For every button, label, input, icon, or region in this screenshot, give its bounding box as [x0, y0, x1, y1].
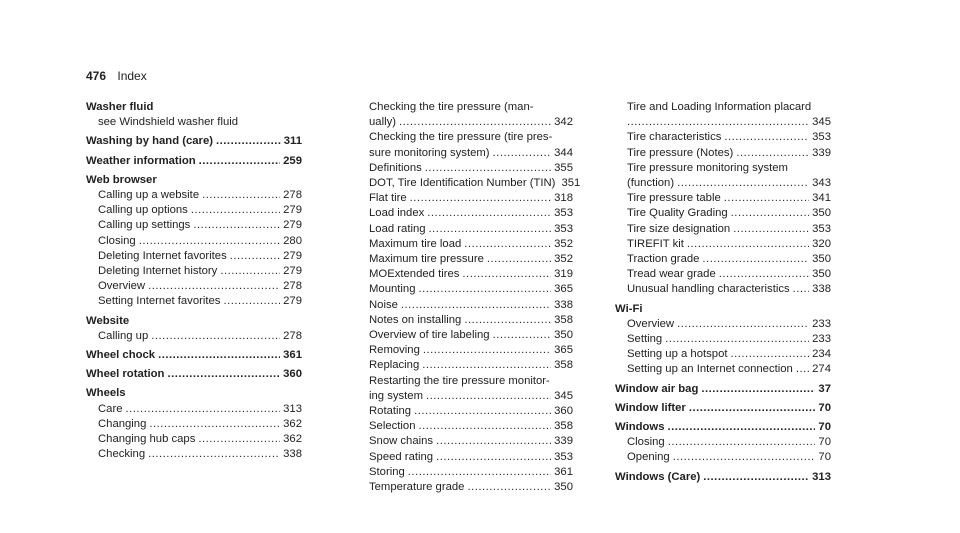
index-entry[interactable]: Flat tire ..... 318: [357, 191, 573, 206]
index-entry: see Windshield washer fluid: [98, 116, 239, 129]
index-entry[interactable]: ..... 345: [615, 115, 831, 130]
index-entry[interactable]: Care ..... 313: [86, 402, 302, 417]
index-heading: Wi-Fi: [615, 302, 643, 315]
index-entry[interactable]: DOT, Tire Identification Number (TIN) 351: [369, 177, 581, 190]
index-entry[interactable]: Snow chains ..... 339: [357, 434, 573, 449]
index-entry[interactable]: Notes on installing ..... 358: [357, 313, 573, 328]
index-heading: Web browser: [86, 173, 157, 186]
page-number: 476: [86, 69, 107, 83]
index-entry[interactable]: Washing by hand (care) ..... 311: [86, 134, 302, 149]
index-entry[interactable]: Deleting Internet history ..... 279: [86, 264, 302, 279]
index-entry[interactable]: Speed rating ..... 353: [357, 450, 573, 465]
index-entry[interactable]: Overview of tire labeling ..... 350: [357, 328, 573, 343]
index-entry-line: Tire pressure monitoring system: [627, 161, 788, 174]
index-entry[interactable]: Traction grade ..... 350: [615, 252, 831, 267]
index-heading: Wheels: [86, 387, 126, 400]
index-entry[interactable]: Changing ..... 362: [86, 417, 302, 432]
index-entry[interactable]: Changing hub caps ..... 362: [86, 432, 302, 447]
index-entry[interactable]: Deleting Internet favorites ..... 279: [86, 249, 302, 264]
index-entry[interactable]: Wheel chock ..... 361: [86, 348, 302, 363]
index-entry[interactable]: Storing ..... 361: [357, 465, 573, 480]
index-entry[interactable]: Selection ..... 358: [357, 419, 573, 434]
index-entry[interactable]: MOExtended tires ..... 319: [357, 267, 573, 282]
section-title: Index: [117, 69, 147, 83]
index-entry[interactable]: Calling up settings ..... 279: [86, 218, 302, 233]
index-entry[interactable]: Tread wear grade ..... 350: [615, 267, 831, 282]
index-column-1: [86, 100, 302, 462]
index-entry[interactable]: Maximum tire pressure ..... 352: [357, 252, 573, 267]
index-entry[interactable]: Closing ..... 280: [86, 234, 302, 249]
index-entry[interactable]: Weather information ..... 259: [86, 154, 302, 169]
index-entry[interactable]: Definitions ..... 355: [357, 161, 573, 176]
index-entry[interactable]: Unusual handling characteristics ..... 338: [615, 282, 831, 297]
index-entry[interactable]: Wheel rotation ..... 360: [86, 367, 302, 382]
index-entry[interactable]: Setting up a hotspot ..... 234: [615, 347, 831, 362]
index-entry[interactable]: Calling up options ..... 279: [86, 203, 302, 218]
index-column-3: [615, 100, 831, 485]
index-entry[interactable]: sure monitoring system) ..... 344: [357, 146, 573, 161]
index-entry-line: Tire and Loading Information placard: [627, 101, 812, 113]
index-entry[interactable]: Maximum tire load ..... 352: [357, 237, 573, 252]
index-entry[interactable]: Calling up ..... 278: [86, 329, 302, 344]
index-entry[interactable]: Opening ..... 70: [615, 450, 831, 465]
index-entry-line: Checking the tire pressure (man-: [369, 101, 534, 113]
index-entry[interactable]: Rotating ..... 360: [357, 404, 573, 419]
index-entry[interactable]: Window air bag ..... 37: [615, 382, 831, 397]
index-entry[interactable]: Windows (Care) ..... 313: [615, 470, 831, 485]
index-entry[interactable]: Replacing ..... 358: [357, 358, 573, 373]
index-entry[interactable]: Removing ..... 365: [357, 343, 573, 358]
index-entry[interactable]: Setting ..... 233: [615, 332, 831, 347]
index-entry[interactable]: Tire Quality Grading ..... 350: [615, 206, 831, 221]
index-entry[interactable]: ually) ..... 342: [357, 115, 573, 130]
index-entry[interactable]: Windows ..... 70: [615, 420, 831, 435]
index-entry[interactable]: Overview ..... 278: [86, 279, 302, 294]
index-entry[interactable]: Calling up a website ..... 278: [86, 188, 302, 203]
index-entry-line: Restarting the tire pressure monitor-: [369, 374, 550, 387]
index-heading: Washer fluid: [86, 101, 154, 113]
index-entry[interactable]: Setting Internet favorites ..... 279: [86, 294, 302, 309]
index-entry[interactable]: Tire pressure (Notes) ..... 339: [615, 146, 831, 161]
index-entry[interactable]: Mounting ..... 365: [357, 282, 573, 297]
index-heading: Website: [86, 314, 130, 327]
index-entry[interactable]: Window lifter ..... 70: [615, 401, 831, 416]
index-entry[interactable]: Overview ..... 233: [615, 317, 831, 332]
index-entry[interactable]: Checking ..... 338: [86, 447, 302, 462]
index-column-2: [357, 100, 581, 495]
index-entry[interactable]: Closing ..... 70: [615, 435, 831, 450]
index-entry[interactable]: Load rating ..... 353: [357, 222, 573, 237]
index-entry[interactable]: Setting up an Internet connection ..... 274: [615, 362, 831, 377]
index-entry[interactable]: Noise ..... 338: [357, 298, 573, 313]
index-entry[interactable]: (function) ..... 343: [615, 176, 831, 191]
index-entry[interactable]: ing system ..... 345: [357, 389, 573, 404]
index-entry-line: Checking the tire pressure (tire pres-: [369, 131, 553, 144]
index-entry[interactable]: Load index ..... 353: [357, 206, 573, 221]
page-header: [86, 69, 147, 83]
index-entry[interactable]: Temperature grade ..... 350: [357, 480, 573, 495]
index-entry[interactable]: TIREFIT kit ..... 320: [615, 237, 831, 252]
index-entry[interactable]: Tire pressure table ..... 341: [615, 191, 831, 206]
index-entry[interactable]: Tire characteristics ..... 353: [615, 130, 831, 145]
index-entry[interactable]: Tire size designation ..... 353: [615, 222, 831, 237]
